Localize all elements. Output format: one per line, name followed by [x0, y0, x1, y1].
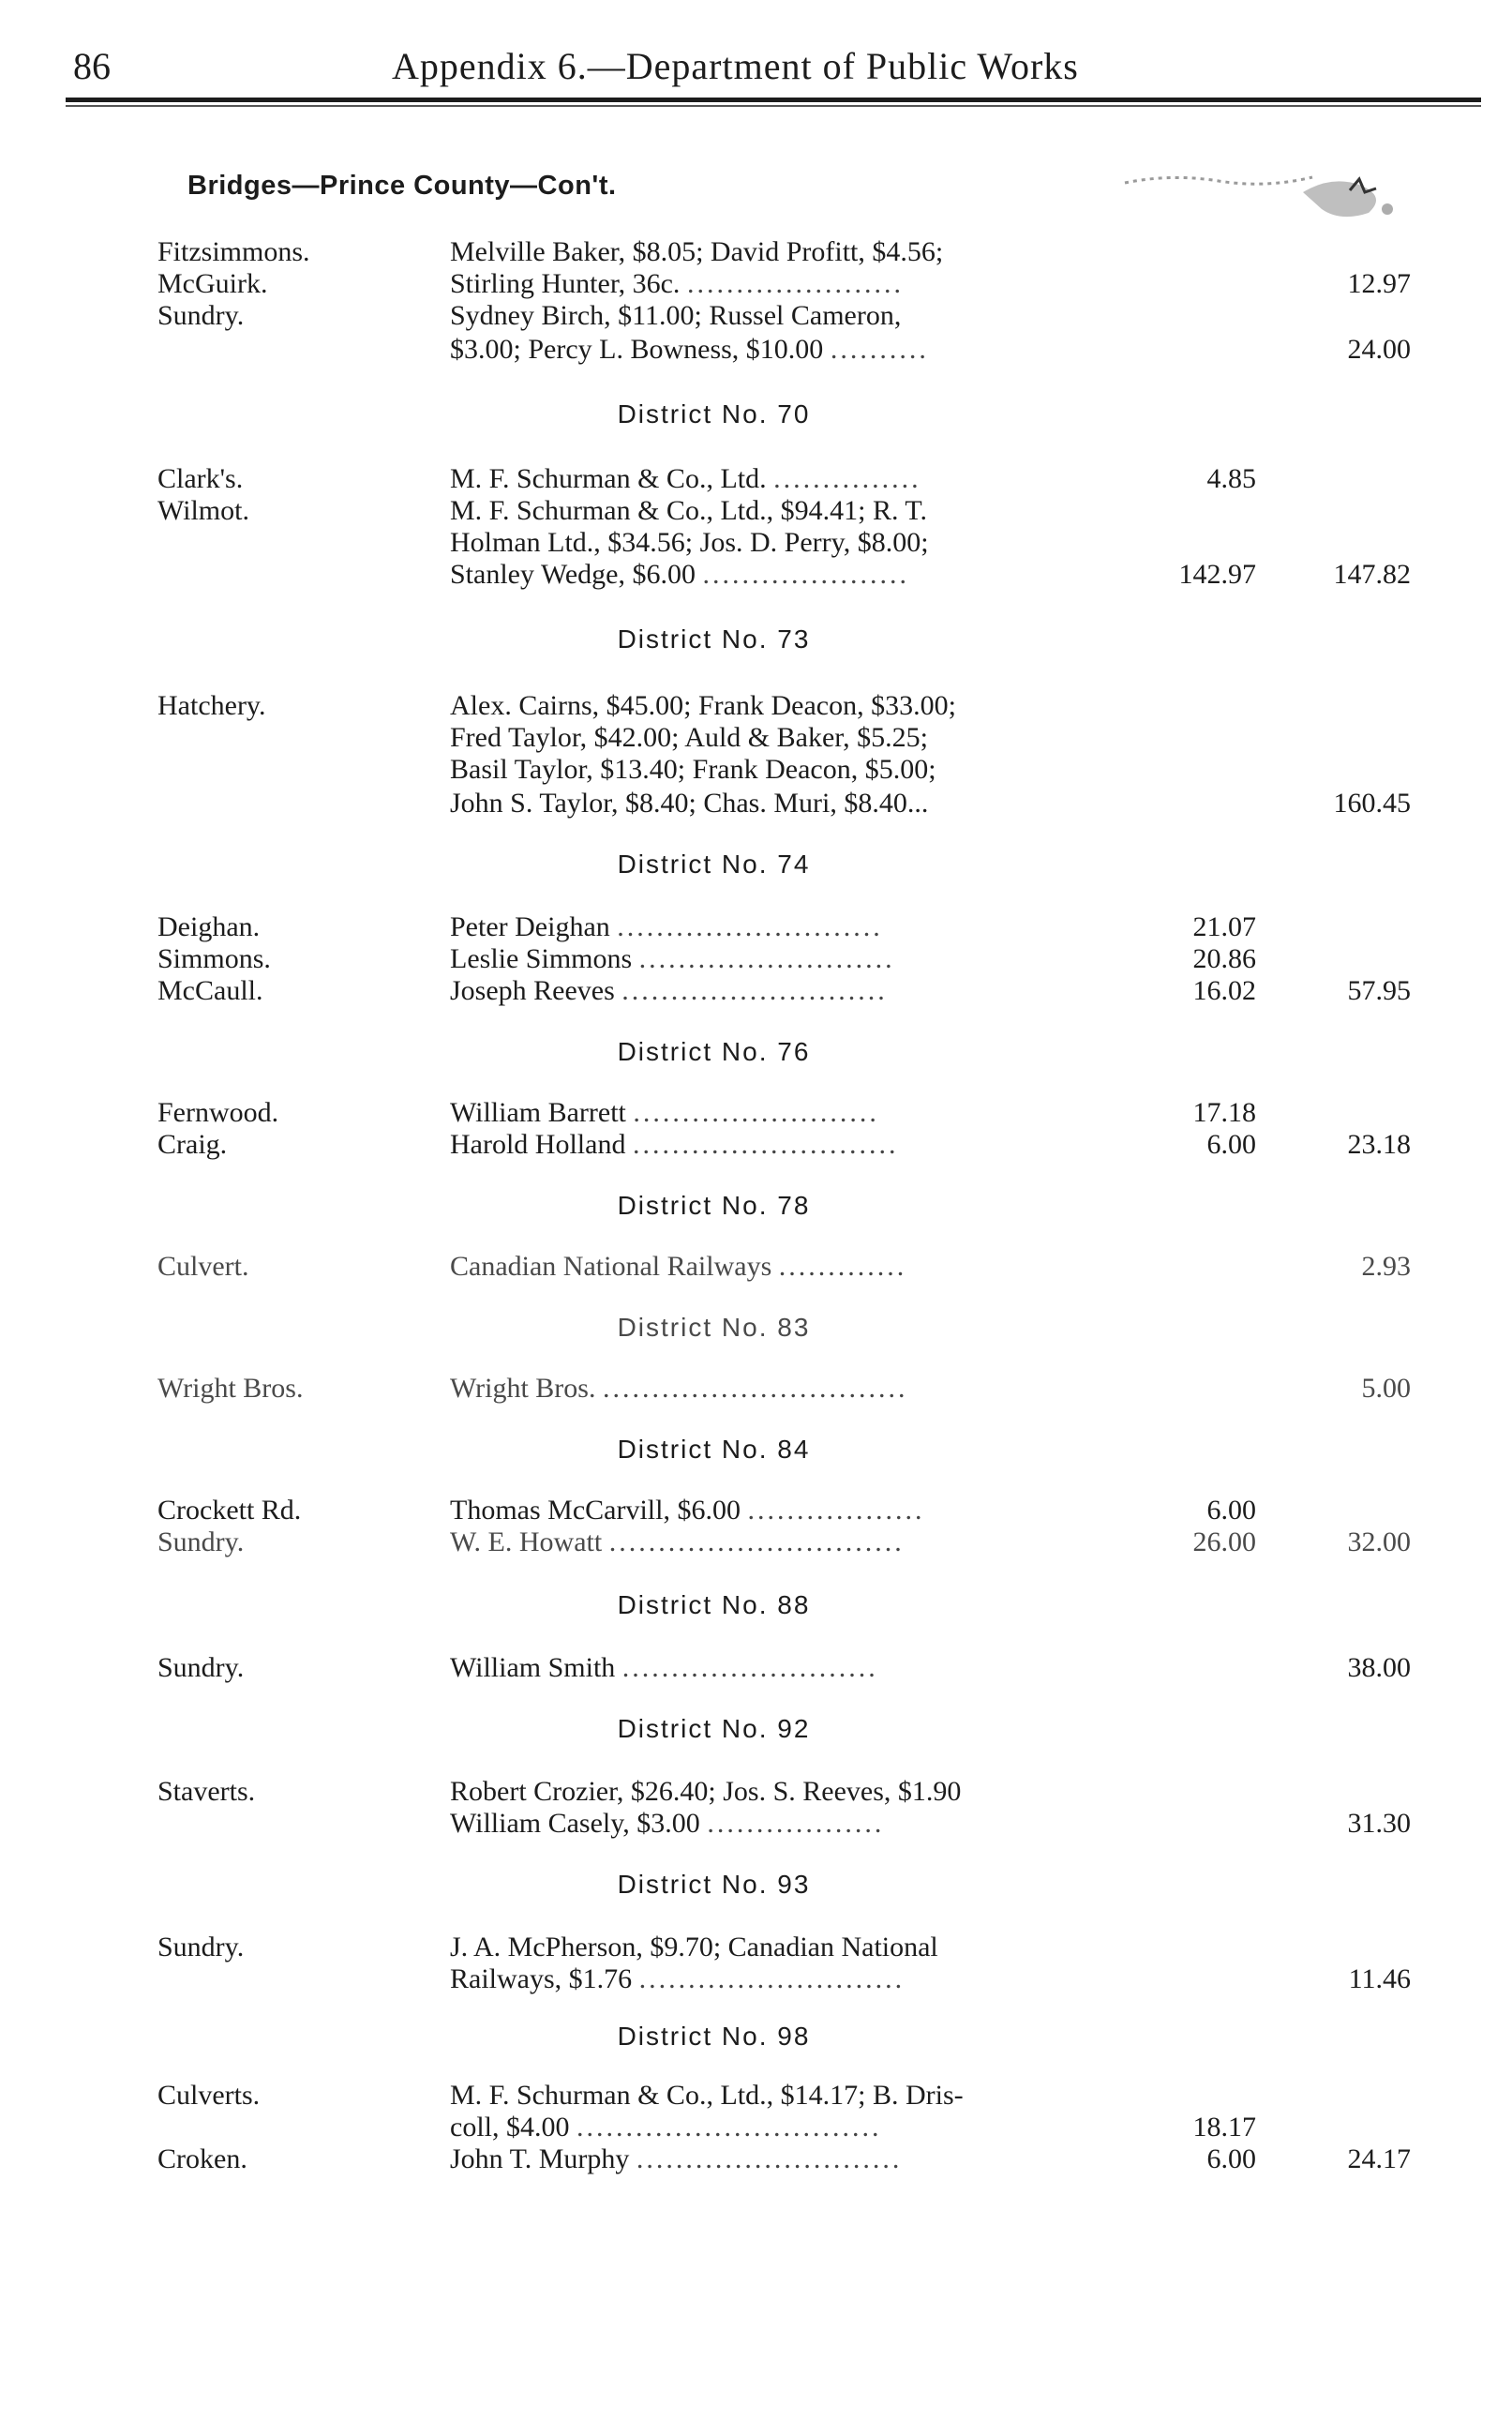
entry-total: 2.93 [1361, 1251, 1411, 1282]
ledger-row [0, 1526, 1512, 1558]
entry-subtotal: 142.97 [1178, 559, 1256, 590]
entry-total: 24.00 [1347, 334, 1411, 365]
entry-subtotal: 6.00 [1206, 1495, 1256, 1526]
entry-description: Thomas McCarvill, $6.00 .................. [450, 1495, 925, 1526]
ledger-row [0, 1495, 1512, 1526]
district-heading: District No. 83 [617, 1313, 811, 1342]
district-heading: District No. 76 [617, 1037, 811, 1066]
ledger-row [0, 1129, 1512, 1161]
ledger-row [0, 2143, 1512, 2175]
entry-description: M. F. Schurman & Co., Ltd. ............... [450, 463, 921, 494]
ledger-row [0, 788, 1512, 820]
entry-total: 5.00 [1361, 1373, 1411, 1404]
entry-description: William Casely, $3.00 .................. [450, 1808, 885, 1839]
entry-total: 147.82 [1333, 559, 1411, 590]
ledger-row [0, 1808, 1512, 1840]
ledger-row [0, 975, 1512, 1007]
entry-total: 11.46 [1348, 1963, 1411, 1994]
ledger-row [0, 1251, 1512, 1283]
entry-name: Deighan. [157, 911, 261, 942]
entry-description: Joseph Reeves ........................... [450, 975, 888, 1006]
entry-subtotal: 16.02 [1192, 975, 1256, 1006]
district-heading: District No. 74 [617, 850, 811, 879]
entry-name: Simmons. [157, 943, 271, 974]
entry-description: M. F. Schurman & Co., Ltd., $14.17; B. Dris- [450, 2080, 964, 2111]
entry-name: Crockett Rd. [157, 1495, 302, 1526]
entry-name: Fitzsimmons. [157, 236, 310, 267]
entry-subtotal: 26.00 [1192, 1526, 1256, 1557]
entry-description: coll, $4.00 ............................... [450, 2112, 882, 2143]
district-heading: District No. 92 [617, 1714, 811, 1743]
entry-description: Sydney Birch, $11.00; Russel Cameron, [450, 300, 902, 331]
header-rule [66, 98, 1481, 102]
entry-description: $3.00; Percy L. Bowness, $10.00 .......... [450, 334, 929, 365]
district-heading: District No. 78 [617, 1191, 811, 1220]
entry-description: Melville Baker, $8.05; David Profitt, $4.56; [450, 236, 944, 267]
entry-description: John T. Murphy ........................... [450, 2143, 903, 2174]
ledger-row [0, 495, 1512, 527]
section-heading: Bridges—Prince County—Con't. [187, 171, 617, 201]
entry-name: Croken. [157, 2143, 247, 2174]
ledger-row [0, 527, 1512, 559]
entry-description: Holman Ltd., $34.56; Jos. D. Perry, $8.00; [450, 527, 929, 558]
entry-description: Harold Holland ........................... [450, 1129, 899, 1160]
ledger-row [0, 300, 1512, 332]
entry-description: W. E. Howatt .............................. [450, 1526, 905, 1557]
entry-description: Stirling Hunter, 36c. ...................... [450, 268, 904, 299]
ledger-row [0, 1097, 1512, 1129]
entry-total: 31.30 [1347, 1808, 1411, 1839]
district-heading: District No. 88 [617, 1590, 811, 1619]
entry-name: Clark's. [157, 463, 244, 494]
entry-name: Fernwood. [157, 1097, 279, 1128]
entry-subtotal: 6.00 [1206, 2143, 1256, 2174]
page-header [73, 43, 1479, 99]
entry-description: Robert Crozier, $26.40; Jos. S. Reeves, $1.90 [450, 1776, 962, 1807]
district-heading: District No. 93 [617, 1870, 811, 1899]
district-heading: District No. 73 [617, 624, 811, 654]
entry-total: 32.00 [1347, 1526, 1411, 1557]
ledger-row [0, 2112, 1512, 2143]
entry-subtotal: 4.85 [1206, 463, 1256, 494]
page-number: 86 [73, 45, 111, 87]
ledger-row [0, 1652, 1512, 1684]
ledger-row [0, 911, 1512, 943]
entry-name: Wright Bros. [157, 1373, 304, 1404]
ledger-row [0, 2080, 1512, 2112]
ledger-row [0, 268, 1512, 300]
entry-total: 57.95 [1347, 975, 1411, 1006]
entry-description: Alex. Cairns, $45.00; Frank Deacon, $33.00; [450, 690, 956, 721]
ledger-row [0, 463, 1512, 495]
entry-total: 38.00 [1347, 1652, 1411, 1683]
page-title: Appendix 6.—Department of Public Works [392, 45, 1079, 87]
ledger-row [0, 1932, 1512, 1963]
entry-subtotal: 18.17 [1192, 2112, 1256, 2143]
entry-description: Basil Taylor, $13.40; Frank Deacon, $5.00; [450, 754, 936, 785]
entry-total: 12.97 [1347, 268, 1411, 299]
entry-subtotal: 21.07 [1192, 911, 1256, 942]
entry-description: William Barrett ......................... [450, 1097, 879, 1128]
entry-total: 24.17 [1347, 2143, 1411, 2174]
entry-description: Fred Taylor, $42.00; Auld & Baker, $5.25; [450, 722, 928, 753]
entry-description: Canadian National Railways ............. [450, 1251, 907, 1282]
entry-name: Staverts. [157, 1776, 256, 1807]
entry-total: 23.18 [1347, 1129, 1411, 1160]
entry-description: Leslie Simmons .......................... [450, 943, 895, 974]
entry-name: Sundry. [157, 1526, 245, 1557]
district-heading: District No. 70 [617, 399, 811, 429]
ledger-row [0, 236, 1512, 268]
entry-description: M. F. Schurman & Co., Ltd., $94.41; R. T. [450, 495, 928, 526]
entry-name: Hatchery. [157, 690, 266, 721]
entry-total: 160.45 [1333, 788, 1411, 819]
entry-name: McCaull. [157, 975, 263, 1006]
entry-name: Sundry. [157, 1932, 245, 1962]
header-rule-thin [66, 105, 1481, 107]
entry-description: Peter Deighan ........................... [450, 911, 883, 942]
entry-name: Culvert. [157, 1251, 249, 1282]
entry-description: J. A. McPherson, $9.70; Canadian National [450, 1932, 938, 1962]
ledger-row [0, 559, 1512, 591]
ledger-row [0, 722, 1512, 754]
ledger-row [0, 690, 1512, 722]
ledger-row [0, 334, 1512, 366]
ledger-row [0, 754, 1512, 786]
entry-name: Wilmot. [157, 495, 249, 526]
entry-name: McGuirk. [157, 268, 268, 299]
entry-name: Craig. [157, 1129, 228, 1160]
ledger-row [0, 1963, 1512, 1995]
entry-subtotal: 20.86 [1192, 943, 1256, 974]
entry-name: Culverts. [157, 2080, 261, 2111]
entry-description: Railways, $1.76 ........................... [450, 1963, 906, 1994]
ledger-row [0, 1776, 1512, 1808]
ledger-row [0, 943, 1512, 975]
entry-name: Sundry. [157, 300, 245, 331]
entry-name: Sundry. [157, 1652, 245, 1683]
district-heading: District No. 84 [617, 1435, 811, 1464]
entry-subtotal: 6.00 [1206, 1129, 1256, 1160]
ink-blot-stamp [1087, 164, 1406, 230]
district-heading: District No. 98 [617, 2022, 811, 2051]
entry-description: John S. Taylor, $8.40; Chas. Muri, $8.40... [450, 788, 929, 819]
entry-description: Wright Bros. ............................... [450, 1373, 908, 1404]
ledger-row [0, 1373, 1512, 1405]
entry-subtotal: 17.18 [1192, 1097, 1256, 1128]
entry-description: William Smith .......................... [450, 1652, 878, 1683]
entry-description: Stanley Wedge, $6.00 ..................... [450, 559, 909, 590]
